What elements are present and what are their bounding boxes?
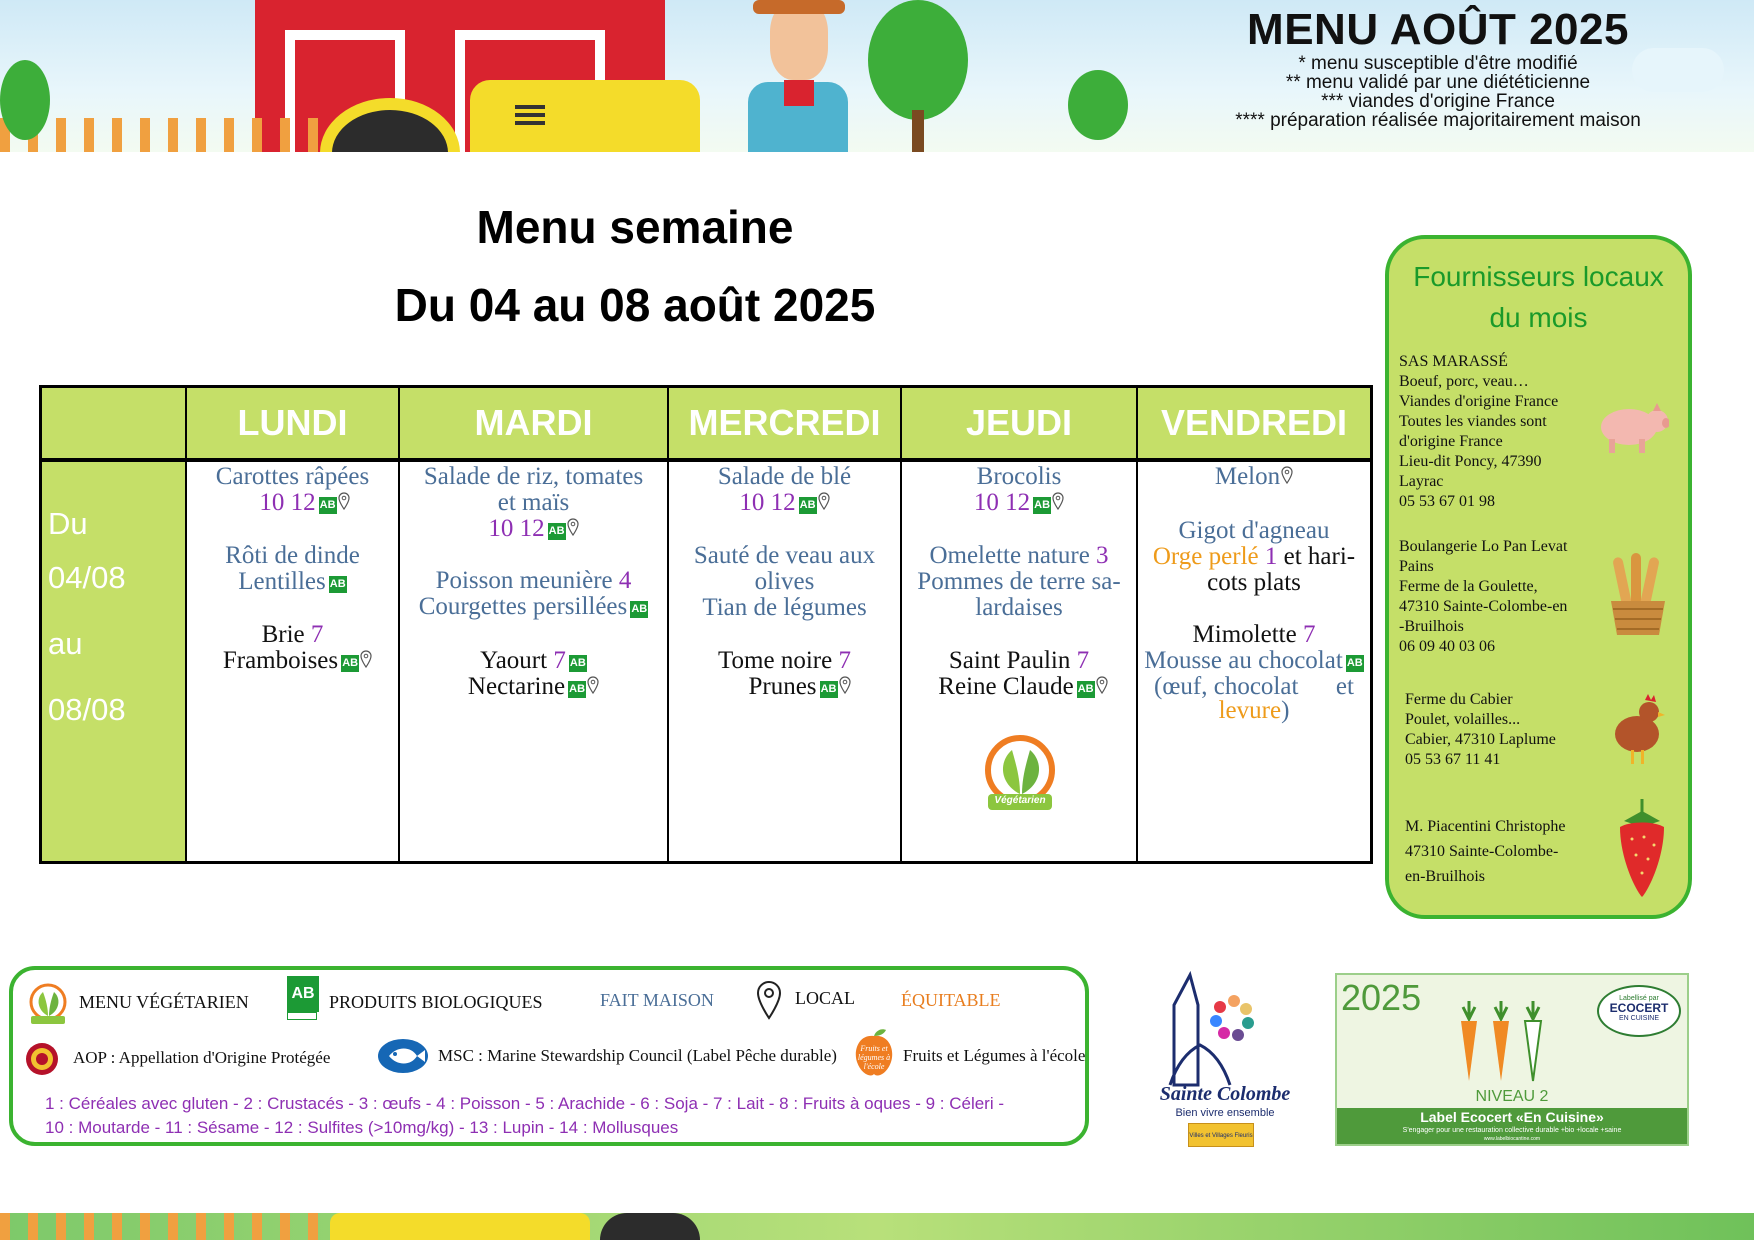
day-column-mercredi bbox=[667, 388, 900, 861]
ecocert-subtitle: S'engager pour une restauration collective durable +bio +locale +saine bbox=[1402, 1127, 1622, 1134]
dish: Gigot d'agneau bbox=[1178, 517, 1330, 544]
supplier-line: 06 09 40 03 06 bbox=[1399, 638, 1495, 655]
suppliers-title bbox=[1389, 256, 1688, 338]
vegetarian-badge-icon bbox=[980, 734, 1060, 814]
legend-fair-label: ÉQUITABLE bbox=[901, 990, 1001, 1010]
dish: Omelette nature bbox=[929, 542, 1090, 569]
dish: Carottes râpées bbox=[215, 463, 370, 490]
supplier-entry bbox=[1405, 814, 1595, 889]
farmer-illustration bbox=[748, 0, 848, 152]
ecocert-label-title: Label Ecocert «En Cuisine» bbox=[1420, 1109, 1604, 1125]
supplier-line: Boeuf, porc, veau… bbox=[1399, 373, 1529, 390]
day-header: MERCREDI bbox=[669, 388, 900, 462]
allergen-codes: 4 bbox=[618, 567, 632, 594]
day-column-vendredi bbox=[1136, 388, 1370, 861]
dish: Tian de légumes bbox=[702, 594, 867, 621]
date-label: 08/08 bbox=[48, 692, 126, 727]
date-column-header bbox=[42, 388, 185, 462]
ecocert-badge bbox=[1597, 985, 1681, 1037]
villes-fleuries-badge: Villes et Villages Fleuris bbox=[1188, 1123, 1254, 1147]
supplier-line: en-Bruilhois bbox=[1405, 868, 1485, 885]
bio-icon: AB bbox=[569, 655, 587, 672]
dish: levure bbox=[1218, 697, 1282, 724]
local-pin-icon bbox=[839, 674, 851, 700]
supplier-line: d'origine France bbox=[1399, 433, 1503, 450]
month-header bbox=[1158, 6, 1718, 130]
bio-icon: AB bbox=[329, 576, 347, 593]
allergen-codes: 10 12 bbox=[488, 515, 545, 542]
allergen-codes: 7 bbox=[553, 647, 566, 674]
tree-illustration bbox=[0, 60, 50, 152]
dish: Reine Claude bbox=[938, 673, 1074, 700]
dish: Mousse au chocolat bbox=[1144, 647, 1343, 674]
date-label: 04/08 bbox=[48, 560, 126, 595]
local-pin-icon bbox=[587, 674, 599, 700]
ecocert-badge-name: ECOCERT bbox=[1609, 1001, 1669, 1015]
dish: Mimolette bbox=[1192, 621, 1297, 648]
bio-icon: AB bbox=[568, 681, 586, 698]
week-title-block bbox=[280, 188, 990, 344]
bread-basket-icon bbox=[1607, 551, 1669, 644]
town-tagline: Bien vivre ensemble bbox=[1175, 1107, 1275, 1119]
legend-local-label: LOCAL bbox=[795, 988, 855, 1008]
supplier-line: SAS MARASSÉ bbox=[1399, 353, 1508, 370]
supplier-line: 47310 Sainte-Colombe-en bbox=[1399, 598, 1568, 615]
local-pin-icon bbox=[818, 490, 830, 516]
month-title: MENU AOÛT 2025 bbox=[1247, 5, 1629, 54]
allergen-legend-line: 1 : Céréales avec gluten - 2 : Crustacés - 3 : œufs - 4 : Poisson - 5 : Arachide - 6 : Soja - 7 : Lait - 8 : Fruits à oques - 9 : Céleri - bbox=[45, 1094, 1005, 1113]
carrots-icon bbox=[1455, 1001, 1555, 1090]
allergen-codes: 7 bbox=[1076, 647, 1090, 674]
day-header: MARDI bbox=[400, 388, 667, 462]
local-pin-icon bbox=[1281, 464, 1293, 490]
legend-bio-label: PRODUITS BIOLOGIQUES bbox=[329, 992, 543, 1012]
supplier-line: Ferme de la Goulette, bbox=[1399, 578, 1538, 595]
local-pin-icon bbox=[338, 490, 350, 516]
local-pin-icon bbox=[1096, 674, 1108, 700]
legend-panel bbox=[9, 966, 1089, 1146]
dish: Yaourt bbox=[480, 647, 548, 674]
supplier-line: Viandes d'origine France bbox=[1399, 393, 1559, 410]
dish: Courgettes persillées bbox=[418, 593, 628, 620]
legend-vegetarian-label: MENU VÉGÉTARIEN bbox=[79, 992, 249, 1012]
supplier-line: Layrac bbox=[1399, 473, 1444, 490]
week-title: Menu semaine bbox=[476, 201, 794, 253]
local-suppliers-panel bbox=[1385, 235, 1692, 919]
bio-icon: AB bbox=[319, 497, 337, 514]
supplier-line: 05 53 67 11 41 bbox=[1405, 751, 1501, 768]
msc-fish-icon bbox=[377, 1038, 429, 1079]
bio-icon: AB bbox=[548, 523, 566, 540]
allergen-legend-line: 10 : Moutarde - 11 : Sésame - 12 : Sulfites (>10mg/kg) - 13 : Lupin - 14 : Mollusques bbox=[45, 1118, 679, 1137]
dish: cots plats bbox=[1207, 569, 1301, 596]
dish: Nectarine bbox=[467, 673, 566, 700]
local-pin-icon bbox=[360, 648, 372, 674]
town-name: Sainte Colombe bbox=[1159, 1083, 1291, 1105]
dish: et hari- bbox=[1283, 543, 1356, 570]
allergen-codes: 10 12 bbox=[259, 489, 316, 516]
supplier-line: Boulangerie Lo Pan Levat bbox=[1399, 538, 1568, 555]
dish: Poisson meunière bbox=[435, 567, 613, 594]
dish: Salade de riz, tomates bbox=[423, 463, 644, 490]
dish: Brie bbox=[261, 621, 305, 648]
legend-school-fruit-label: Fruits et Légumes à l'école bbox=[903, 1046, 1086, 1065]
dish: Sauté de veau aux bbox=[693, 542, 876, 569]
day-header: JEUDI bbox=[902, 388, 1136, 462]
bio-icon: AB bbox=[1077, 681, 1095, 698]
allergen-codes: 3 bbox=[1096, 542, 1109, 569]
header-banner bbox=[0, 0, 1754, 152]
date-label: Du bbox=[48, 506, 88, 541]
pig-icon bbox=[1591, 399, 1669, 460]
supplier-line: Poulet, volailles... bbox=[1405, 711, 1521, 728]
supplier-line: Lieu-dit Poncy, 47390 bbox=[1399, 453, 1542, 470]
legend-homemade-label: FAIT MAISON bbox=[600, 990, 714, 1010]
school-fruit-icon bbox=[851, 1028, 897, 1080]
tree-illustration bbox=[868, 0, 968, 152]
day-header: VENDREDI bbox=[1138, 388, 1370, 462]
ecocert-url: www.labelbiocantine.com bbox=[1483, 1136, 1541, 1142]
ecocert-label-panel bbox=[1335, 973, 1689, 1146]
allergen-codes: 10 12 bbox=[739, 489, 796, 516]
ecocert-year: 2025 bbox=[1341, 977, 1422, 1018]
date-column bbox=[42, 388, 185, 861]
dish: lardaises bbox=[975, 594, 1063, 621]
supplier-line: 47310 Sainte-Colombe- bbox=[1405, 843, 1559, 860]
day-header: LUNDI bbox=[187, 388, 398, 462]
allergen-codes: 10 12 bbox=[973, 489, 1031, 516]
dish: Framboises bbox=[222, 647, 339, 674]
dish: Lentilles bbox=[238, 568, 326, 595]
dish: Salade de blé bbox=[717, 463, 852, 490]
school-fruit-badge-label: Fruits et légumes à l'école bbox=[857, 1044, 891, 1071]
local-pin-icon bbox=[756, 980, 782, 1025]
legend-msc-label: MSC : Marine Stewardship Council (Label Pêche durable) bbox=[438, 1046, 837, 1065]
dish: ) bbox=[1281, 697, 1290, 724]
ecocert-footer bbox=[1337, 1108, 1687, 1146]
strawberry-icon bbox=[1614, 799, 1670, 904]
date-cell bbox=[42, 462, 185, 862]
suppliers-title-line: Fournisseurs locaux bbox=[1413, 261, 1664, 292]
bio-icon: AB bbox=[630, 601, 648, 618]
bio-icon: AB bbox=[341, 655, 359, 672]
dish: Brocolis bbox=[976, 463, 1062, 490]
day-column-mardi bbox=[398, 388, 667, 861]
supplier-entry bbox=[1399, 352, 1589, 512]
menu-note: * menu susceptible d'être modifié bbox=[1298, 53, 1578, 75]
day-column-jeudi bbox=[900, 388, 1136, 861]
bio-icon: AB bbox=[799, 497, 817, 514]
legend-aop-label: AOP : Appellation d'Origine Protégée bbox=[73, 1048, 331, 1067]
menu-note: ** menu validé par une diététicienne bbox=[1285, 72, 1591, 94]
dish: et maïs bbox=[497, 489, 570, 516]
local-pin-icon bbox=[567, 516, 579, 542]
ecocert-badge-top: Labellisé par bbox=[1619, 995, 1659, 1002]
allergen-codes: 1 bbox=[1264, 543, 1278, 570]
dish: Saint Paulin bbox=[948, 647, 1071, 674]
sainte-colombe-logo bbox=[1150, 965, 1300, 1150]
menu-note: *** viandes d'origine France bbox=[1321, 91, 1555, 113]
vegetarian-icon bbox=[27, 982, 69, 1031]
tractor-illustration bbox=[320, 80, 710, 152]
dish: Tome noire bbox=[718, 647, 833, 674]
dish: olives bbox=[754, 568, 815, 595]
dish: Rôti de dinde bbox=[225, 542, 360, 569]
bio-icon: AB bbox=[820, 681, 838, 698]
local-pin-icon bbox=[1052, 490, 1064, 516]
dish: Orge perlé bbox=[1152, 543, 1259, 570]
dish: Pommes de terre sa- bbox=[917, 568, 1121, 595]
allergen-codes: 7 bbox=[838, 647, 851, 674]
vegetarian-badge-label: Végétarien bbox=[994, 795, 1046, 806]
supplier-line: M. Piacentini Christophe bbox=[1405, 818, 1566, 835]
supplier-line: -Bruilhois bbox=[1399, 618, 1464, 635]
allergen-codes: 7 bbox=[1302, 621, 1316, 648]
bio-icon: AB bbox=[1346, 655, 1364, 672]
ecocert-badge-sub: EN CUISINE bbox=[1618, 1015, 1660, 1022]
tree-illustration bbox=[1068, 70, 1128, 152]
supplier-line: Cabier, 47310 Laplume bbox=[1405, 731, 1556, 748]
date-label: au bbox=[48, 626, 83, 661]
bio-ab-icon: AB bbox=[287, 976, 317, 1020]
dish: et bbox=[1335, 673, 1354, 700]
supplier-line: Ferme du Cabier bbox=[1405, 691, 1513, 708]
menu-table bbox=[39, 385, 1373, 864]
day-column-lundi bbox=[185, 388, 398, 861]
supplier-entry bbox=[1405, 690, 1595, 770]
supplier-line: Pains bbox=[1399, 558, 1434, 575]
week-dates: Du 04 au 08 août 2025 bbox=[394, 279, 876, 331]
ecocert-level: NIVEAU 2 bbox=[1475, 1088, 1549, 1105]
aop-icon bbox=[25, 1042, 59, 1081]
menu-note: **** préparation réalisée majoritairement maison bbox=[1235, 110, 1641, 132]
dish: Prunes bbox=[748, 673, 817, 700]
dish: (œuf, chocolat bbox=[1154, 673, 1299, 700]
suppliers-title-line: du mois bbox=[1489, 302, 1588, 333]
supplier-entry bbox=[1399, 537, 1589, 657]
chicken-icon bbox=[1609, 694, 1665, 771]
dish: Melon bbox=[1214, 463, 1281, 490]
allergen-codes: 7 bbox=[310, 621, 324, 648]
supplier-line: Toutes les viandes sont bbox=[1399, 413, 1547, 430]
bio-icon: AB bbox=[1033, 497, 1051, 514]
bottom-decoration bbox=[0, 1213, 1754, 1240]
supplier-line: 05 53 67 01 98 bbox=[1399, 493, 1495, 510]
